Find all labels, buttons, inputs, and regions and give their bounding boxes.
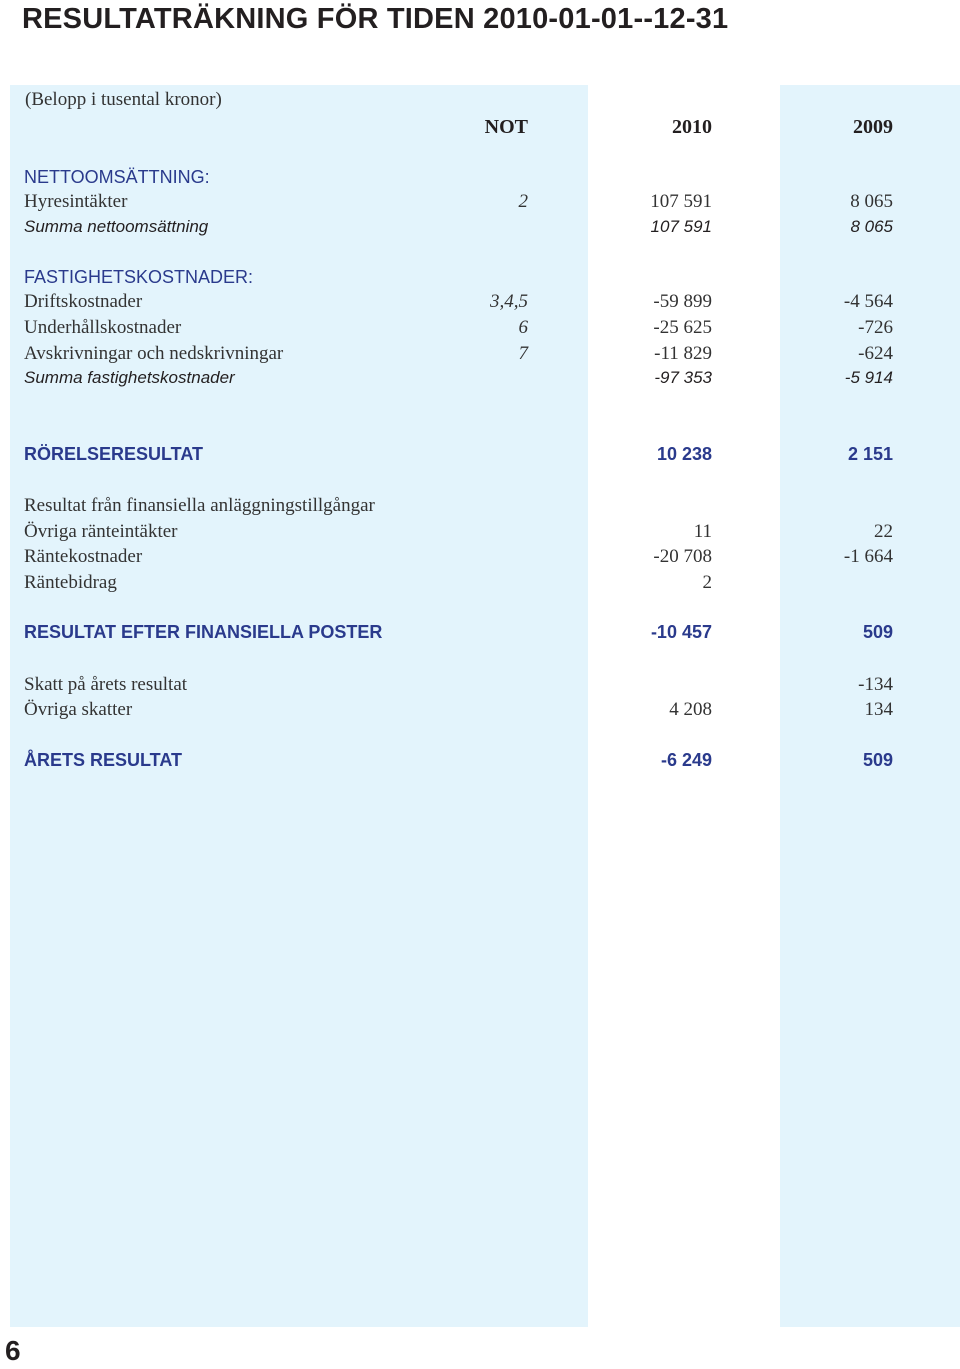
row-value-2010: -6 249 [660,750,712,770]
page-title: RESULTATRÄKNING FÖR TIDEN 2010-01-01--12-31 [22,3,729,35]
row-value-2010: -97 353 [654,368,712,387]
row-value-2009: 2 151 [847,444,893,464]
row-value-2009: -4 564 [843,291,893,312]
row-value-2009: -624 [858,343,893,364]
row-note: 6 [518,317,528,338]
row-value-2009: -5 914 [844,368,893,387]
row-label: Underhållskostnader [24,317,182,338]
row-value-2010: 107 591 [650,191,712,212]
row-note: 2 [518,191,528,212]
table-row-finansiella-anlaggningstillgangar [0,494,960,518]
row-label: Summa fastighetskostnader [24,368,235,387]
row-label: Resultat från finansiella anläggningstillgångar [24,495,375,516]
row-value-2010: -11 829 [654,343,712,364]
table-row-arets-resultat [0,748,960,772]
row-value-2010: -25 625 [653,317,712,338]
row-label: Skatt på årets resultat [24,674,188,695]
table-row-skatt [0,673,960,697]
row-value-2010: 4 208 [669,699,712,720]
page-number: 6 [5,1335,21,1366]
unit-note: (Belopp i tusental kronor) [25,89,222,110]
column-header-2009: 2009 [853,116,893,138]
row-label: Avskrivningar och nedskrivningar [24,343,284,364]
row-value-2009: 509 [862,622,893,642]
row-label: Hyresintäkter [24,191,128,212]
table-row-hyresintakter [0,190,960,214]
table-row-summa-fastighetskostnader [0,366,960,390]
row-label: ÅRETS RESULTAT [24,750,182,770]
column-header-not: NOT [484,116,528,138]
column-header-row [0,115,960,139]
row-value-2010: -59 899 [653,291,712,312]
table-row-summa-nettoomsattning [0,215,960,239]
section-heading-nettoomsattning [0,165,960,189]
row-value-2010: 10 238 [656,444,712,464]
row-value-2010: -20 708 [653,546,712,567]
section-heading-fastighetskostnader [0,265,960,289]
row-value-2010: -10 457 [650,622,712,642]
row-note: 3,4,5 [490,291,528,312]
row-label: Summa nettoomsättning [24,217,209,236]
table-row-resultat-efter-finansiella-poster [0,620,960,644]
row-value-2009: -134 [858,674,893,695]
table-row-ranteintakter [0,520,960,544]
row-value-2009: 134 [864,699,893,720]
column-header-2010: 2010 [672,116,712,138]
row-value-2009: -726 [858,317,893,338]
row-value-2009: 8 065 [850,191,893,212]
row-label: Räntebidrag [24,572,117,593]
row-value-2010: 107 591 [650,217,712,236]
row-label: Driftskostnader [24,291,143,312]
row-value-2010: 2 [702,572,712,593]
row-value-2009: 509 [862,750,893,770]
row-value-2010: 11 [693,521,712,542]
row-label: Övriga ränteintäkter [24,521,178,542]
row-value-2009: -1 664 [843,546,893,567]
row-value-2009: 22 [874,521,893,542]
row-label: RESULTAT EFTER FINANSIELLA POSTER [24,622,383,642]
row-label: Övriga skatter [24,699,133,720]
row-value-2009: 8 065 [850,217,893,236]
table-row-rantekostnader [0,545,960,569]
table-row-underhallskostnader [0,316,960,340]
row-label: Räntekostnader [24,546,143,567]
table-row-rantebidrag [0,571,960,595]
section-label: NETTOOMSÄTTNING: [24,167,210,187]
row-label: RÖRELSERESULTAT [24,444,203,464]
table-row-ovriga-skatter [0,698,960,722]
table-row-rorelseresultat [0,442,960,466]
table-row-avskrivningar [0,342,960,366]
section-label: FASTIGHETSKOSTNADER: [24,267,254,287]
row-note: 7 [518,343,528,364]
table-row-driftskostnader [0,290,960,314]
